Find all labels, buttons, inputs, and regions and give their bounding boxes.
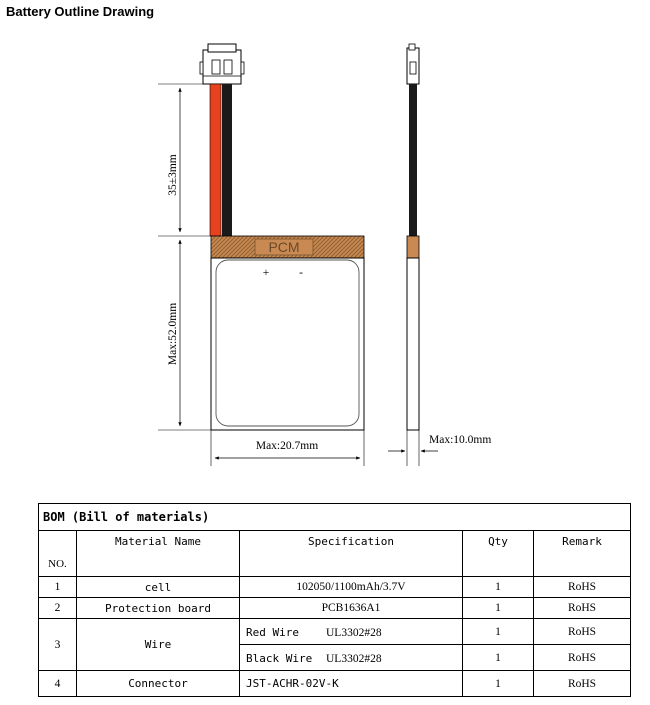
- cell-body-side: [407, 258, 419, 430]
- wire-label: Red Wire: [246, 625, 299, 639]
- row-remark: RoHS: [534, 671, 631, 697]
- row-qty: 1: [463, 619, 534, 645]
- page-title: Battery Outline Drawing: [6, 4, 155, 19]
- row-remark: RoHS: [534, 645, 631, 671]
- dim-wire-length-label: 35±3mm: [167, 154, 179, 196]
- row-spec: JST-ACHR-02V-K: [240, 671, 463, 697]
- header-no: NO.: [39, 531, 77, 577]
- row-spec: [240, 619, 463, 645]
- bom-table: [38, 503, 631, 697]
- plus-mark: +: [262, 267, 270, 279]
- table-row: [39, 598, 631, 619]
- row-spec: PCB1636A1: [240, 598, 463, 619]
- pcm-label: PCM: [268, 239, 300, 255]
- row-qty: 1: [463, 577, 534, 598]
- row-qty: 1: [463, 645, 534, 671]
- table-row: [39, 671, 631, 697]
- side-wire: [409, 84, 417, 236]
- side-pcm: [407, 236, 419, 258]
- dim-thickness-label: Max:10.0mm: [429, 434, 492, 446]
- row-material: Protection board: [77, 598, 240, 619]
- dim-width-label: Max:20.7mm: [255, 440, 319, 452]
- header-spec: Specification: [240, 531, 463, 577]
- row-spec: [240, 645, 463, 671]
- row-no: 3: [39, 619, 77, 671]
- dim-height: [158, 240, 211, 430]
- table-row: [39, 619, 631, 645]
- wire-spec: UL3302#28: [326, 626, 382, 639]
- row-material: Connector: [77, 671, 240, 697]
- header-material: Material Name: [77, 531, 240, 577]
- row-remark: RoHS: [534, 577, 631, 598]
- connector-front: [200, 44, 244, 84]
- row-spec: 102050/1100mAh/3.7V: [240, 577, 463, 598]
- cell-body-front: [211, 258, 364, 430]
- row-material: Wire: [77, 619, 240, 671]
- dim-thickness: [388, 430, 491, 466]
- row-qty: 1: [463, 671, 534, 697]
- row-remark: RoHS: [534, 598, 631, 619]
- header-qty: Qty: [463, 531, 534, 577]
- dim-height-label: Max:52.0mm: [167, 302, 179, 366]
- connector-side: [407, 44, 419, 84]
- table-row: [39, 577, 631, 598]
- header-remark: Remark: [534, 531, 631, 577]
- minus-mark: -: [299, 267, 303, 279]
- black-wire: [222, 84, 232, 236]
- dim-wire-length: [158, 84, 211, 236]
- wire-label: Black Wire: [246, 651, 313, 665]
- row-no: 4: [39, 671, 77, 697]
- row-qty: 1: [463, 598, 534, 619]
- row-no: 1: [39, 577, 77, 598]
- row-remark: RoHS: [534, 619, 631, 645]
- row-material: cell: [77, 577, 240, 598]
- red-wire: [210, 84, 221, 236]
- wire-spec: UL3302#28: [326, 652, 382, 665]
- dim-width: [211, 430, 364, 466]
- row-no: 2: [39, 598, 77, 619]
- bom-title: BOM (Bill of materials): [39, 504, 631, 531]
